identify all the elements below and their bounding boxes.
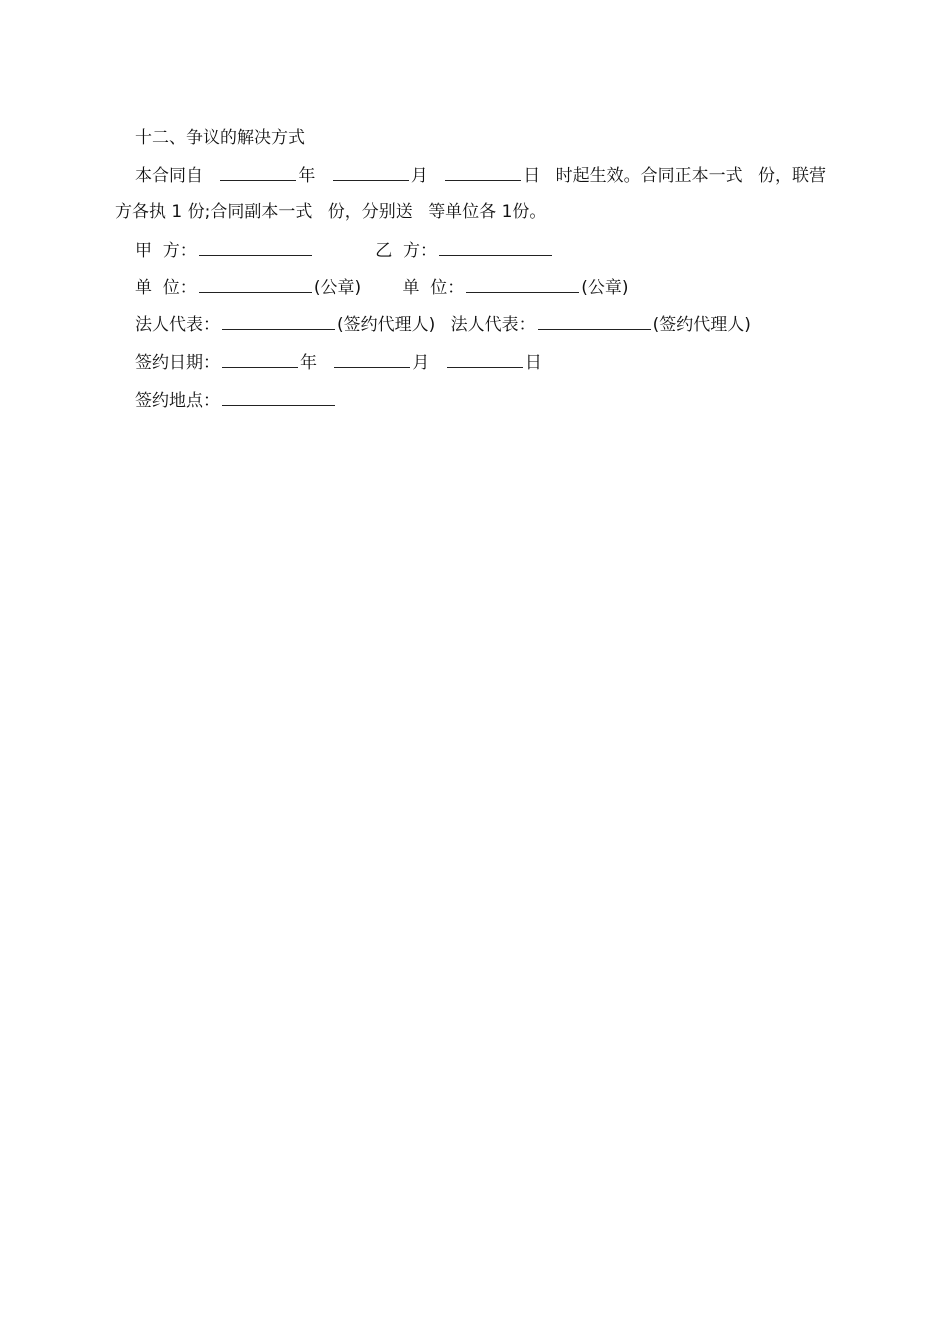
signing-place-row [135,388,337,412]
copies-end-text: 份。 [512,202,547,222]
signing-year-field[interactable] [222,350,298,368]
signing-day-label: 日 [524,353,542,373]
copies-count-2: 1 [501,202,513,222]
effective-clause-line-1 [135,163,826,187]
rep-b-label: 法人代表： [450,315,536,335]
unit-row [135,275,629,299]
representative-row [135,312,751,336]
signing-year-label: 年 [300,353,317,373]
unit-b-field[interactable] [466,275,579,293]
signing-month-field[interactable] [334,350,410,368]
rep-b-field[interactable] [538,312,651,330]
effective-prefix: 本合同自 [135,166,203,186]
signing-month-label: 月 [412,353,430,373]
agent-b-label: (签约代理人) [652,315,751,335]
copies-send-text: 份，分别送 [327,202,413,222]
signing-date-label: 签约日期： [135,353,220,373]
effective-day-blank [445,163,521,181]
seal-a-label: (公章) [313,278,362,298]
effective-middle-text: 时起生效。合同正本一式 [555,166,743,186]
party-a-label: 甲 方： [135,241,197,261]
section-heading [135,126,305,150]
unit-a-label: 单 位： [135,278,197,298]
copies-each-text: 方各执 [115,202,166,222]
unit-b-label: 单 位： [402,278,465,298]
signing-place-field[interactable] [222,388,335,406]
party-row [135,238,554,262]
signing-day-field[interactable] [447,350,523,368]
day-label: 日 [523,166,541,186]
year-label: 年 [298,166,316,186]
copies-duplicate-text: 份;合同副本一式 [187,202,313,222]
seal-b-label: (公章) [581,278,629,298]
party-a-field[interactable] [199,238,312,256]
section-heading-text: 十二、争议的解决方式 [135,128,305,148]
signing-date-row [135,350,542,374]
party-b-label: 乙 方： [375,241,438,261]
unit-a-field[interactable] [199,275,312,293]
copies-count-1: 1 [171,202,183,222]
signing-place-label: 签约地点： [135,391,220,411]
agent-a-label: (签约代理人) [337,315,436,335]
party-b-field[interactable] [439,238,552,256]
effective-clause-line-2 [115,200,546,224]
effective-month-blank [333,163,409,181]
rep-a-field[interactable] [222,312,335,330]
copies-units-text: 等单位各 [428,202,497,222]
effective-part1-text: 份，联营 [758,166,827,186]
month-label: 月 [410,166,428,186]
effective-year-blank [220,163,296,181]
rep-a-label: 法人代表： [135,315,220,335]
